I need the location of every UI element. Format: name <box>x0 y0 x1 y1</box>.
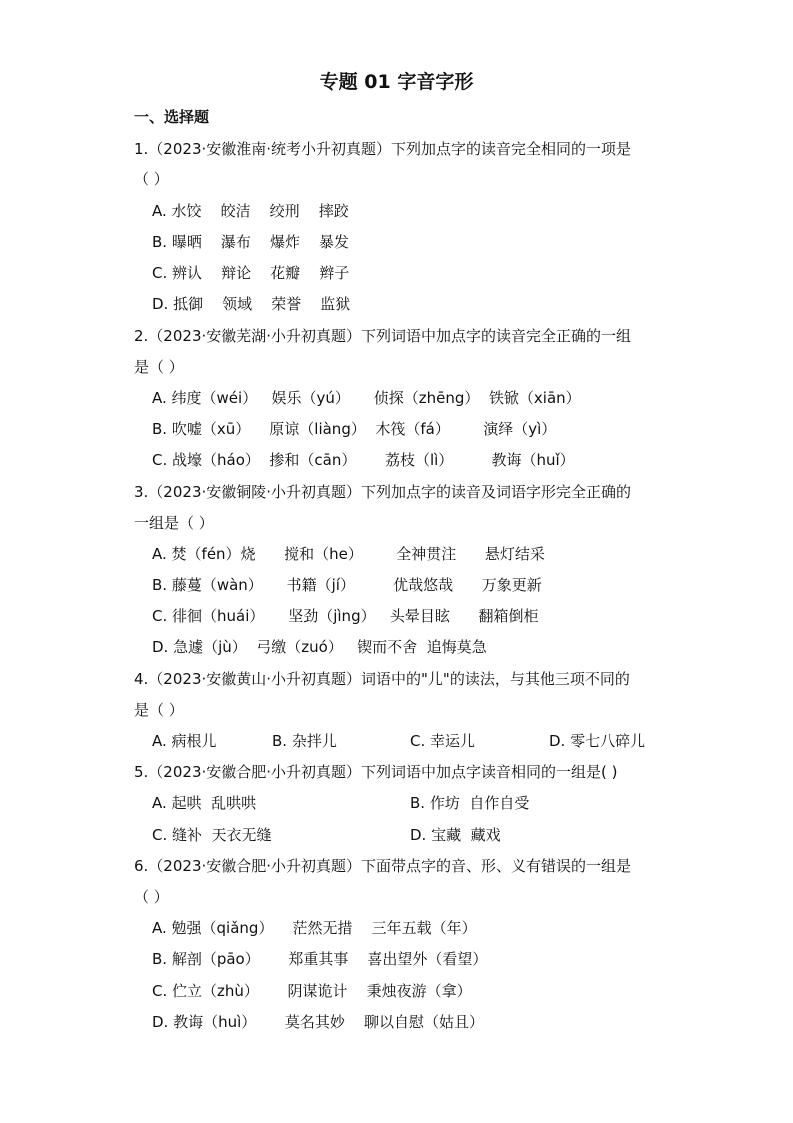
question-5-option-b: B. 作坊 自作自受 <box>410 794 530 812</box>
question-3-stem-cont: 一组是（ ） <box>134 514 214 532</box>
question-2-option-b: B. 吹嘘（xū） 原谅（liàng） 木筏（fá） 演绎（yì） <box>152 420 557 438</box>
question-2-option-a: A. 纬度（wéi） 娱乐（yú） 侦探（zhēng） 铁锨（xiān） <box>152 389 581 407</box>
question-3-option-d: D. 急遽（jù） 弓缴（zuó） 锲而不舍 追悔莫急 <box>152 638 487 656</box>
question-1-option-b: B. 曝晒 瀑布 爆炸 暴发 <box>152 233 350 251</box>
question-1-stem-cont: （ ） <box>134 170 169 188</box>
section-heading: 一、选择题 <box>134 108 210 126</box>
question-1-option-d: D. 抵御 领域 荣誉 监狱 <box>152 295 351 313</box>
question-5-option-d: D. 宝藏 藏戏 <box>410 826 501 844</box>
question-6-option-b: B. 解剖（pāo） 郑重其事 喜出望外（看望） <box>152 950 488 968</box>
question-6-option-d: D. 教诲（huì） 莫名其妙 聊以自慰（姑且） <box>152 1013 484 1031</box>
question-4-option-a: A. 病根儿 <box>152 732 217 750</box>
question-6-option-c: C. 伫立（zhù） 阴谋诡计 秉烛夜游（拿） <box>152 982 472 1000</box>
page-title: 专题 01 字音字形 <box>319 71 474 93</box>
question-2-option-c: C. 战壕（háo） 掺和（cān） 荔枝（lì） 教诲（huǐ） <box>152 451 575 469</box>
question-2-stem: 2.（2023·安徽芜湖·小升初真题）下列词语中加点字的读音完全正确的一组 <box>134 327 632 345</box>
question-1-stem: 1.（2023·安徽淮南·统考小升初真题）下列加点字的读音完全相同的一项是 <box>134 140 632 158</box>
question-6-stem: 6.（2023·安徽合肥·小升初真题）下面带点字的音、形、义有错误的一组是 <box>134 857 632 875</box>
question-4-stem-cont: 是（ ） <box>134 701 184 719</box>
question-3-option-a: A. 焚（fén）烧 搅和（he） 全神贯注 悬灯结采 <box>152 545 545 563</box>
question-3-option-b: B. 藤蔓（wàn） 书籍（jí） 优哉悠哉 万象更新 <box>152 576 542 594</box>
question-3-option-c: C. 徘徊（huái） 坚劲（jìng） 头晕目眩 翻箱倒柜 <box>152 607 539 625</box>
question-4-option-d: D. 零七八碎儿 <box>549 732 646 750</box>
question-6-stem-cont: （ ） <box>134 888 169 906</box>
question-1-option-a: A. 水饺 皎洁 绞刑 摔跤 <box>152 202 349 220</box>
question-4-option-b: B. 杂拌儿 <box>272 732 337 750</box>
question-5-option-a: A. 起哄 乱哄哄 <box>152 794 257 812</box>
question-5-stem: 5.（2023·安徽合肥·小升初真题）下列词语中加点字读音相同的一组是( ) <box>134 763 618 781</box>
question-1-option-c: C. 辨认 辩论 花瓣 辫子 <box>152 264 350 282</box>
question-4-option-c: C. 幸运儿 <box>410 732 476 750</box>
question-4-stem: 4.（2023·安徽黄山·小升初真题）词语中的"儿"的读法，与其他三项不同的 <box>134 670 630 688</box>
question-5-option-c: C. 缝补 天衣无缝 <box>152 826 272 844</box>
question-3-stem: 3.（2023·安徽铜陵·小升初真题）下列加点字的读音及词语字形完全正确的 <box>134 483 632 501</box>
question-2-stem-cont: 是（ ） <box>134 358 184 376</box>
question-6-option-a: A. 勉强（qiǎng） 茫然无措 三年五载（年） <box>152 919 477 937</box>
